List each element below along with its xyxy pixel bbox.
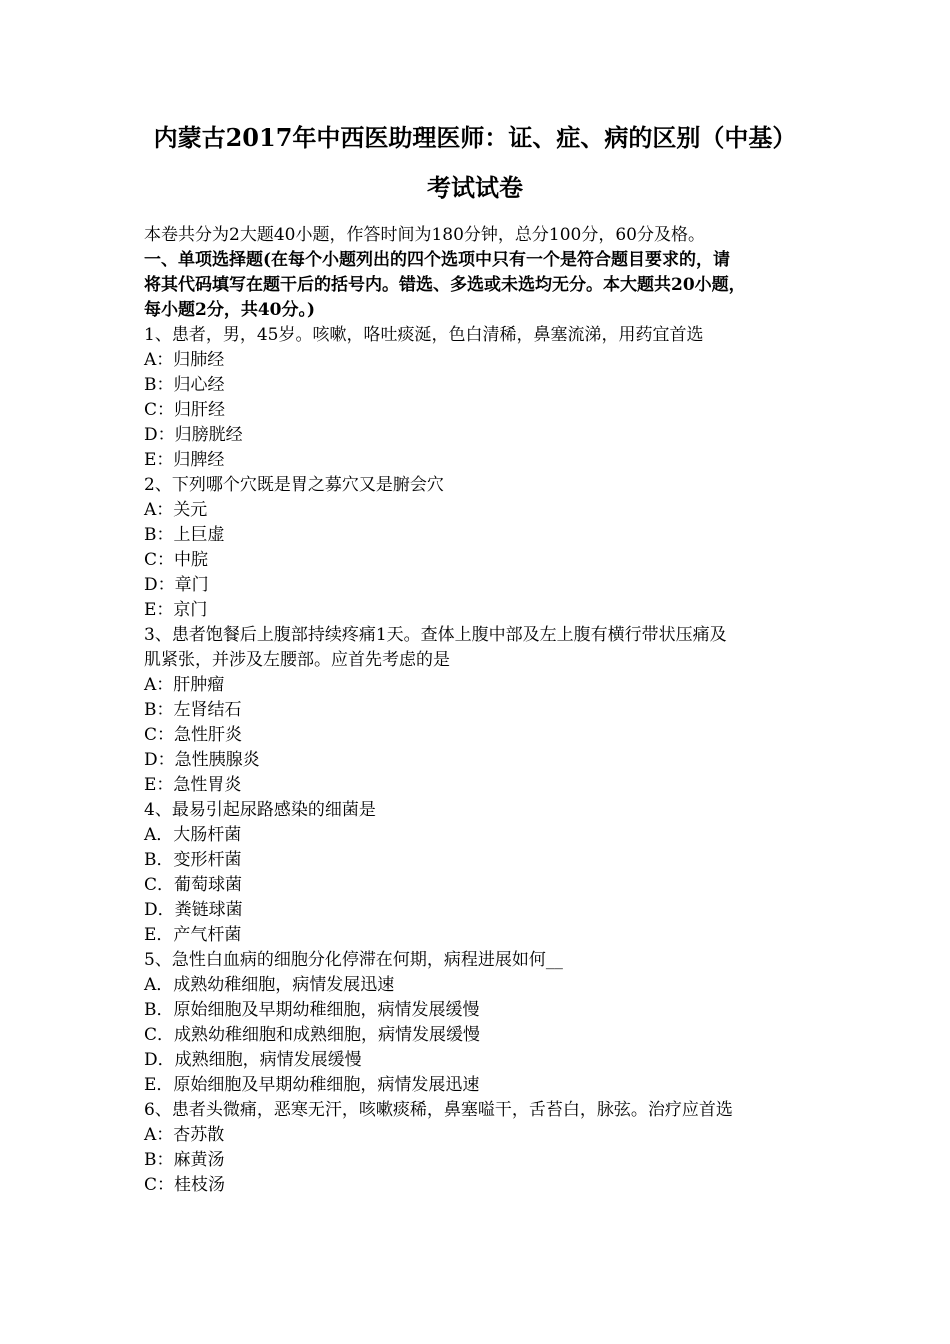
answer-option: C：急性肝炎: [144, 725, 243, 745]
question-stem: 1、患者，男，45岁。咳嗽，咯吐痰涎，色白清稀，鼻塞流涕，用药宜首选: [144, 325, 704, 345]
answer-option: C：归肝经: [144, 400, 226, 420]
section-heading-line: 一、单项选择题(在每个小题列出的四个选项中只有一个是符合题目要求的，请: [144, 250, 731, 270]
answer-option: A．大肠杆菌: [144, 825, 242, 845]
question-item: [144, 473, 824, 623]
document-title-line-1: 内蒙古2017年中西医助理医师：证、症、病的区别（中基）: [153, 123, 797, 152]
answer-option: C：桂枝汤: [144, 1175, 226, 1195]
question-stem: 3、患者饱餐后上腹部持续疼痛1天。查体上腹中部及左上腹有横行带状压痛及: [144, 625, 727, 645]
answer-option: B．变形杆菌: [144, 850, 242, 870]
section-heading-line: 将其代码填写在题干后的括号内。错选、多选或未选均无分。本大题共20小题，: [144, 275, 746, 295]
document-body: [144, 223, 824, 1198]
answer-option: C．葡萄球菌: [144, 875, 243, 895]
answer-option: E：归脾经: [144, 450, 225, 470]
answer-option: C．成熟幼稚细胞和成熟细胞，病情发展缓慢: [144, 1025, 481, 1045]
answer-option: A：归肺经: [144, 350, 225, 370]
question-stem: 6、患者头微痛，恶寒无汗，咳嗽痰稀，鼻塞嗌干，舌苔白，脉弦。治疗应首选: [144, 1100, 733, 1120]
answer-option: D．成熟细胞，病情发展缓慢: [144, 1050, 362, 1070]
answer-option: B．原始细胞及早期幼稚细胞，病情发展缓慢: [144, 1000, 480, 1020]
answer-option: A：肝肿瘤: [144, 675, 225, 695]
question-stem: 4、最易引起尿路感染的细菌是: [144, 800, 376, 820]
section-heading: [144, 248, 824, 323]
question-item: [144, 623, 824, 798]
exam-intro: 本卷共分为2大题40小题，作答时间为180分钟，总分100分，60分及格。: [144, 225, 705, 245]
question-item: [144, 948, 824, 1098]
question-item: [144, 1098, 824, 1198]
answer-option: E：京门: [144, 600, 208, 620]
answer-option: A：杏苏散: [144, 1125, 225, 1145]
answer-option: B：左肾结石: [144, 700, 242, 720]
answer-option: D：急性胰腺炎: [144, 750, 260, 770]
answer-option: C：中脘: [144, 550, 209, 570]
document-title-line-2: 考试试卷: [427, 173, 523, 202]
question-stem: 2、下列哪个穴既是胃之募穴又是腑会穴: [144, 475, 444, 495]
question-item: [144, 323, 824, 473]
answer-option: D：归膀胱经: [144, 425, 243, 445]
answer-option: E．产气杆菌: [144, 925, 242, 945]
answer-option: B：上巨虚: [144, 525, 225, 545]
question-stem: 肌紧张，并涉及左腰部。应首先考虑的是: [144, 650, 450, 670]
answer-option: E．原始细胞及早期幼稚细胞，病情发展迅速: [144, 1075, 480, 1095]
answer-option: E：急性胃炎: [144, 775, 242, 795]
answer-option: B：麻黄汤: [144, 1150, 225, 1170]
question-stem: 5、急性白血病的细胞分化停滞在何期，病程进展如何__: [144, 950, 563, 970]
question-item: [144, 798, 824, 948]
answer-option: D．粪链球菌: [144, 900, 243, 920]
section-heading-line: 每小题2分，共40分。): [144, 300, 316, 320]
answer-option: A．成熟幼稚细胞，病情发展迅速: [144, 975, 395, 995]
answer-option: B：归心经: [144, 375, 225, 395]
answer-option: A：关元: [144, 500, 208, 520]
answer-option: D：章门: [144, 575, 209, 595]
question-list: [144, 323, 824, 1198]
